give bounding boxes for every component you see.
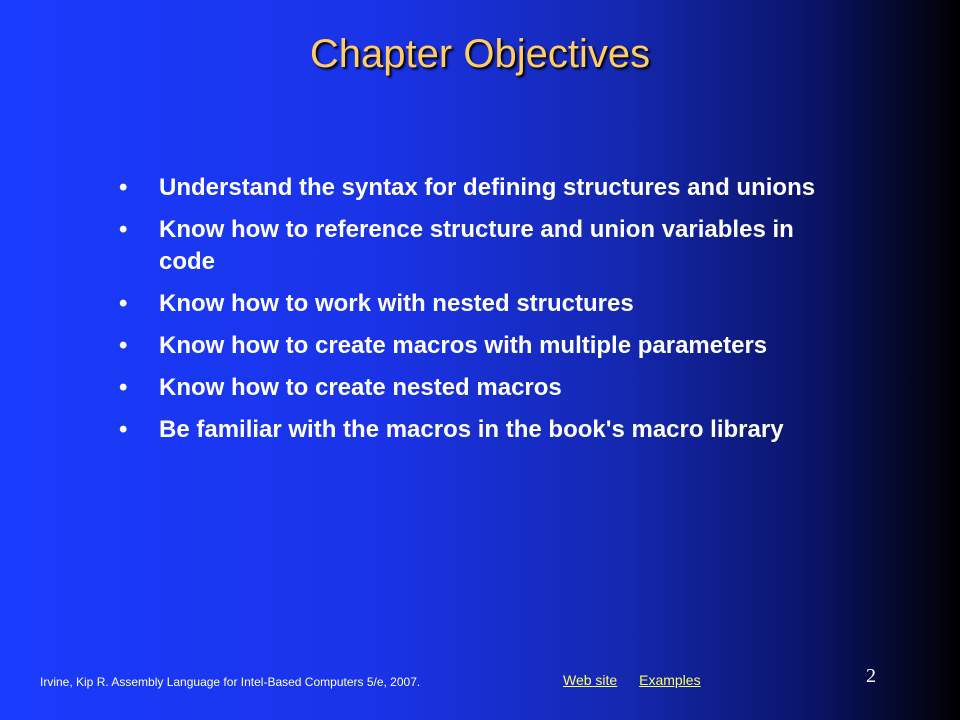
objectives-list: [117, 172, 837, 456]
list-item: [117, 288, 837, 320]
bullet-text: Know how to work with nested structures: [159, 290, 634, 317]
page-number: 2: [866, 665, 876, 687]
list-item: [117, 172, 837, 204]
footer-citation: Irvine, Kip R. Assembly Language for Intel-Based Computers 5/e, 2007.: [40, 675, 421, 689]
bullet-icon: •: [119, 374, 128, 401]
list-item: [117, 372, 837, 404]
web-site-link[interactable]: Web site: [563, 672, 618, 688]
bullet-text: Know how to create nested macros: [159, 374, 562, 401]
bullet-text: Be familiar with the macros in the book's macro library: [159, 416, 784, 443]
bullet-text: Understand the syntax for defining structures and unions: [159, 174, 816, 201]
slide-title: Chapter Objectives: [309, 32, 651, 76]
bullet-text: Know how to reference structure and union variables in code: [159, 216, 794, 275]
list-item: [117, 330, 837, 362]
bullet-icon: •: [119, 290, 128, 317]
footer-links: [563, 672, 719, 688]
list-item: [117, 214, 837, 278]
bullet-icon: •: [119, 174, 128, 201]
examples-link[interactable]: Examples: [639, 672, 701, 688]
bullet-icon: •: [119, 332, 128, 359]
list-item: [117, 414, 837, 446]
bullet-text: Know how to create macros with multiple parameters: [159, 332, 768, 359]
bullet-icon: •: [119, 416, 128, 443]
bullet-icon: •: [119, 216, 128, 243]
